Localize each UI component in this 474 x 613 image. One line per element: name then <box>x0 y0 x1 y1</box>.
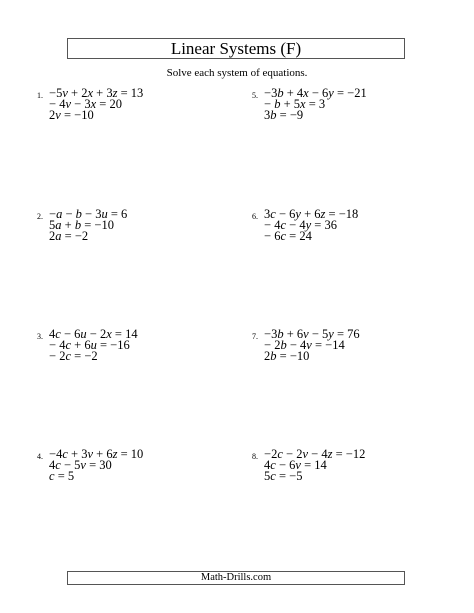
equation: 5a + b = −10 <box>49 218 114 232</box>
equation: − 6c = 24 <box>264 229 312 243</box>
equation-system <box>49 88 143 121</box>
equation: 2v = −10 <box>49 108 94 122</box>
equation: −a − b − 3u = 6 <box>49 207 128 221</box>
equation: −4c + 3v + 6z = 10 <box>49 447 144 461</box>
equation: 3c − 6y + 6z = −18 <box>264 207 359 221</box>
equation: −3b + 4x − 6y = −21 <box>264 86 367 100</box>
problem-number: 8. <box>252 452 258 461</box>
equation-system <box>264 329 360 362</box>
equation-system <box>264 209 358 242</box>
equation: −2c − 2v − 4z = −12 <box>264 447 366 461</box>
equation: c = 5 <box>49 469 75 483</box>
instructions: Solve each system of equations. <box>166 67 308 79</box>
problem-number: 6. <box>252 212 258 221</box>
equation-system <box>264 449 365 482</box>
equation: 3b = −9 <box>264 108 304 122</box>
problem-number: 2. <box>37 212 43 221</box>
problem-number: 7. <box>252 332 258 341</box>
footer-text: Math-Drills.com <box>200 572 272 583</box>
equation: − 4c − 4y = 36 <box>264 218 337 232</box>
equation: − 2c = −2 <box>49 349 98 363</box>
equation: − 4c + 6u = −16 <box>49 338 130 352</box>
equation: − b + 5x = 3 <box>264 97 326 111</box>
equation: 2a = −2 <box>49 229 89 243</box>
worksheet-title-box <box>67 38 405 59</box>
equation: 2b = −10 <box>264 349 310 363</box>
equation: 5c = −5 <box>264 469 303 483</box>
equation: 4c − 5v = 30 <box>49 458 112 472</box>
equation: −5v + 2x + 3z = 13 <box>49 86 144 100</box>
equation: 4c − 6v = 14 <box>264 458 327 472</box>
problem-number: 3. <box>37 332 43 341</box>
worksheet-title: Linear Systems (F) <box>170 39 302 58</box>
equation-system <box>264 88 367 121</box>
equation-system <box>49 329 138 362</box>
equation-system <box>49 449 143 482</box>
equation: − 4v − 3x = 20 <box>49 97 122 111</box>
problem-number: 5. <box>252 91 258 100</box>
equation: − 2b − 4v = −14 <box>264 338 345 352</box>
footer-box <box>67 571 405 585</box>
problem-number: 1. <box>37 91 43 100</box>
equation-system <box>49 209 127 242</box>
equation: −3b + 6v − 5y = 76 <box>264 327 360 341</box>
problem-number: 4. <box>37 452 43 461</box>
equation: 4c − 6u − 2x = 14 <box>49 327 138 341</box>
